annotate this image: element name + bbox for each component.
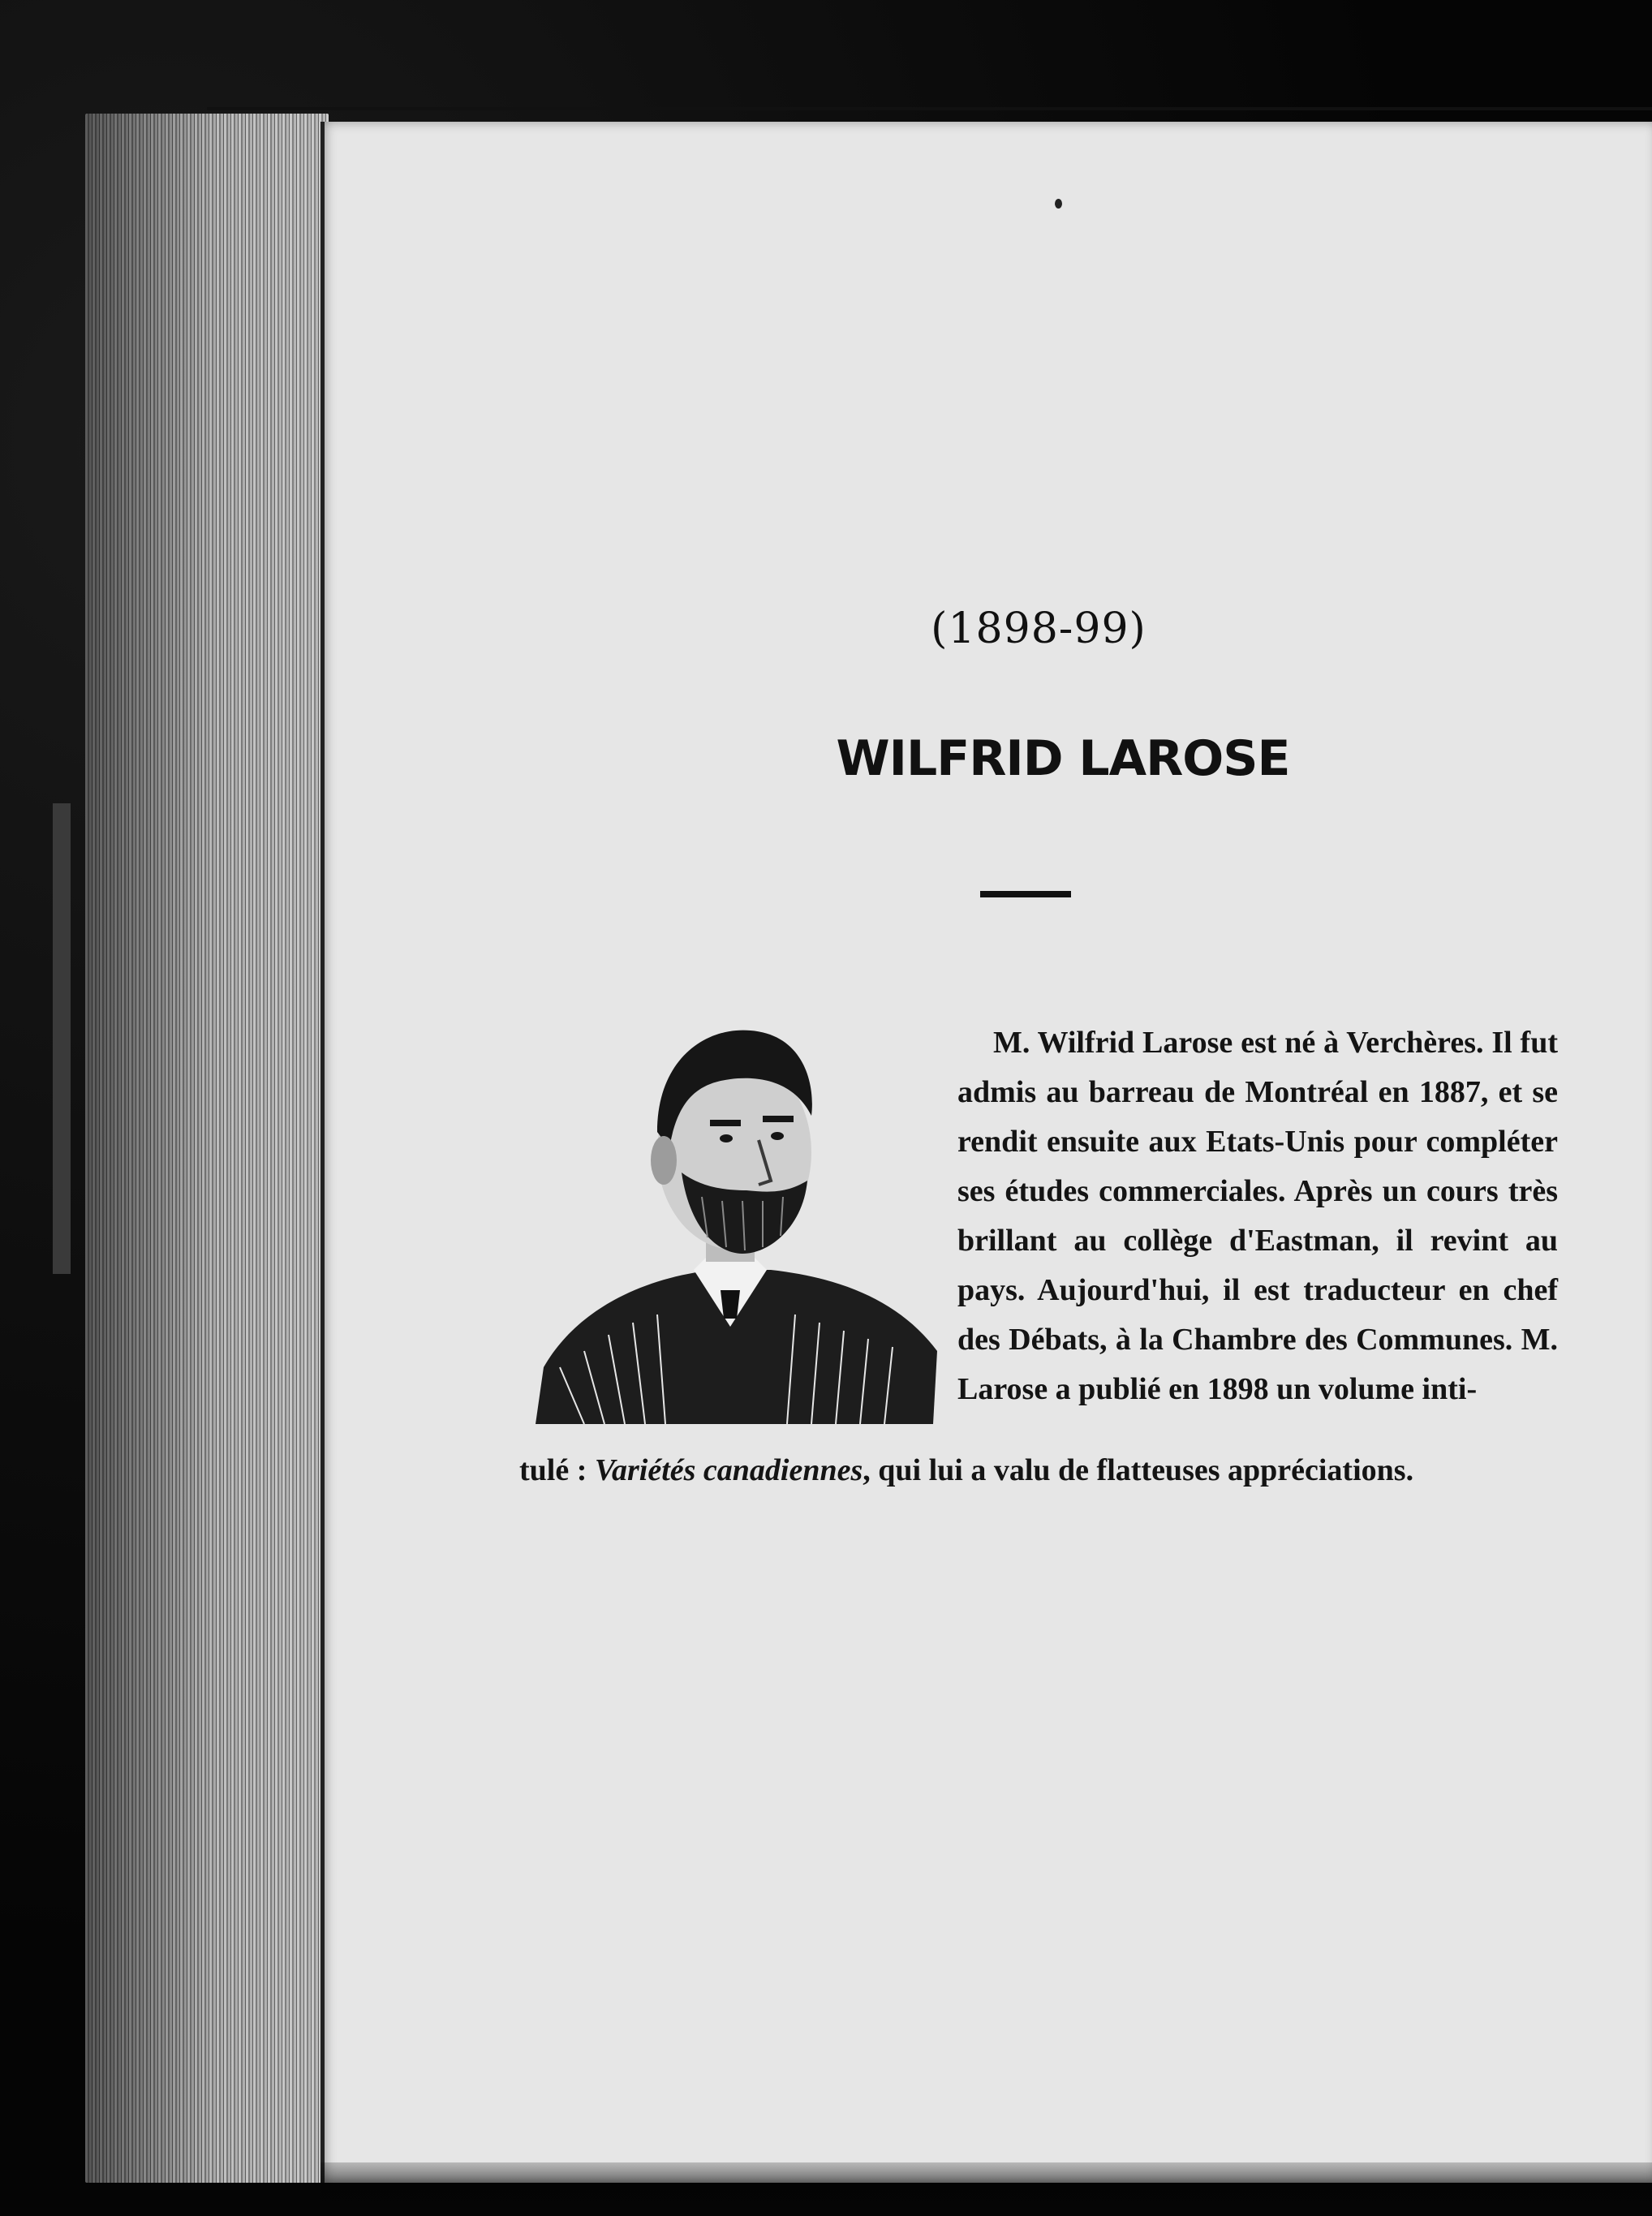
page-top-edge [207, 107, 1652, 110]
date-range: (1898-99) [931, 605, 1147, 653]
binding-mark [53, 803, 71, 1274]
page-title: WILFRID LAROSE [836, 730, 1290, 787]
biography-paragraph: M. Wilfrid Larose est né à Verchères. Il fut admis au barreau de Montréal en 1887, et se rendit ensuite aux Etats-Unis pour compléter ses études commerciales. Après un cours très brillant au collège d'Eastman, il revint au pays. Aujourd'hui, il est traducteur en chef des Débats, à la Chambre des Communes. M. Larose a publié en 1898 un volume inti- [957, 1026, 1558, 1406]
page-left-edge [321, 122, 325, 2183]
page-bottom-shadow [321, 2162, 1652, 2216]
biography-tail-end: , qui lui a valu de flatteuses appréciations. [863, 1453, 1414, 1487]
ink-speck [1055, 199, 1062, 209]
biography-text [957, 1018, 1558, 1414]
book-title: Variétés canadiennes [594, 1453, 863, 1487]
title-divider [980, 891, 1071, 897]
engraved-portrait-icon [527, 1010, 941, 1424]
biography-continuation [519, 1446, 1574, 1495]
biography-tail-start: tulé : [519, 1453, 595, 1487]
page-edge-shadow [85, 114, 329, 2183]
